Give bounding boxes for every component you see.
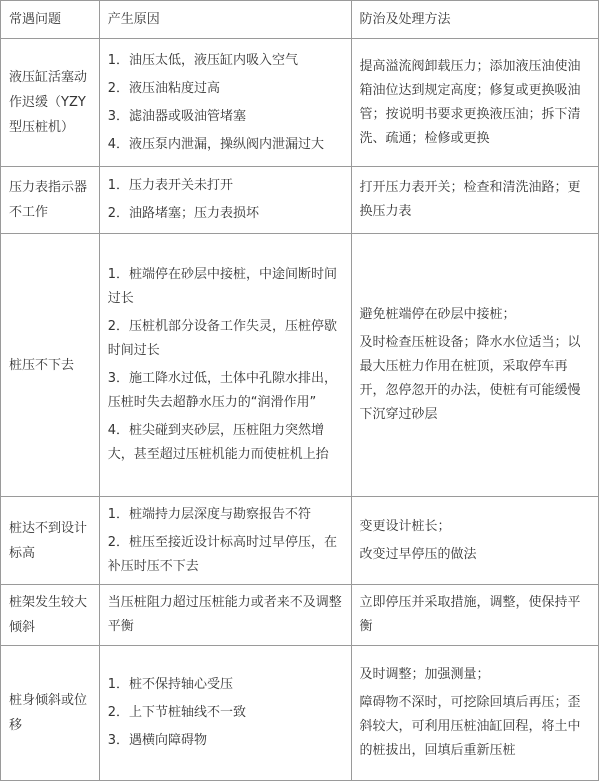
header-problem: 常遇问题 [1,1,100,39]
cause-item: 1．油压太低，液压缸内吸入空气 [107,52,299,68]
cause-item: 2．液压油粘度过高 [107,80,221,96]
cause-item: 1．桩不保持轴心受压 [107,677,234,692]
cause-item: 4．桩尖碰到夹砂层，压桩阻力突然增大，甚至超过压桩机能力而使桩机上抬 [107,423,329,462]
table-row [1,39,599,167]
cause-item: 3．遇横向障碍物 [107,733,208,748]
cause-item: 3．施工降水过低，土体中孔隙水排出，压桩时失去超静水压力的“润滑作用” [107,371,338,410]
header-cause: 产生原因 [99,1,351,39]
cause-cell [99,646,351,781]
cause-item: 2．桩压至接近设计标高时过早停压，在补压时压不下去 [107,534,338,574]
solution-cell [351,234,599,497]
table-row [1,497,599,585]
header-row [1,1,599,39]
solution-text: 立即停压并采取措施，调整，使保持平衡 [359,595,581,634]
problem-cell: 桩身倾斜或位移 [1,646,100,781]
cause-item: 1．桩端持力层深度与勘察报告不符 [107,506,312,522]
solution-cell [351,585,599,646]
cause-cell [99,167,351,234]
solution-text: 打开压力表开关；检查和清洗油路；更换压力表 [359,180,581,219]
solution-cell [351,39,599,167]
problem-cell: 液压缸活塞动作迟缓（YZY型压桩机） [1,39,100,167]
solution-cell [351,646,599,781]
solution-text: 改变过早停压的做法 [359,546,477,562]
solution-text: 变更设计桩长； [359,518,451,534]
cause-item: 2．压桩机部分设备工作失灵，压桩停歇时间过长 [107,319,338,358]
cause-cell [99,234,351,497]
table-row [1,646,599,781]
header-solution: 防治及处理方法 [351,1,599,39]
cause-item: 1．桩端停在砂层中接桩，中途间断时间过长 [107,267,338,306]
cause-cell [99,497,351,585]
cause-cell [99,39,351,167]
table-row [1,585,599,646]
cause-cell [99,585,351,646]
solution-text: 及时检查压桩设备；降水水位适当；以最大压桩力作用在桩顶，采取停车再开，忽停忽开的办法，使桩有可能缓慢下沉穿过砂层 [359,335,581,422]
table-row [1,167,599,234]
problem-cell: 桩架发生较大倾斜 [1,585,100,646]
problem-cell: 压力表指示器不工作 [1,167,100,234]
problem-cell: 桩压不下去 [1,234,100,497]
solution-text: 及时调整；加强测量； [359,667,490,682]
table-row [1,234,599,497]
solution-cell [351,497,599,585]
problem-cell: 桩达不到设计标高 [1,497,100,585]
solution-text: 障碍物不深时，可挖除回填后再压；歪斜较大，可利用压桩油缸回程，将土中的桩拔出，回填后重新压桩 [359,695,581,758]
cause-item: 3．滤油器或吸油管堵塞 [107,108,247,124]
solution-cell [351,167,599,234]
solution-text: 提高溢流阀卸载压力；添加液压油使油箱油位达到规定高度；修复或更换吸油管；按说明书要求更换液压油；拆下清洗、疏通；检修或更换 [359,58,581,146]
cause-item: 2．油路堵塞；压力表损坏 [107,206,260,221]
solution-text: 避免桩端停在砂层中接桩； [359,307,516,322]
cause-item: 4．液压泵内泄漏，操纵阀内泄漏过大 [107,136,325,152]
cause-item: 当压桩阻力超过压桩能力或者来不及调整平衡 [107,595,342,634]
cause-item: 1．压力表开关未打开 [107,178,234,193]
cause-item: 2．上下节桩轴线不一致 [107,705,247,720]
